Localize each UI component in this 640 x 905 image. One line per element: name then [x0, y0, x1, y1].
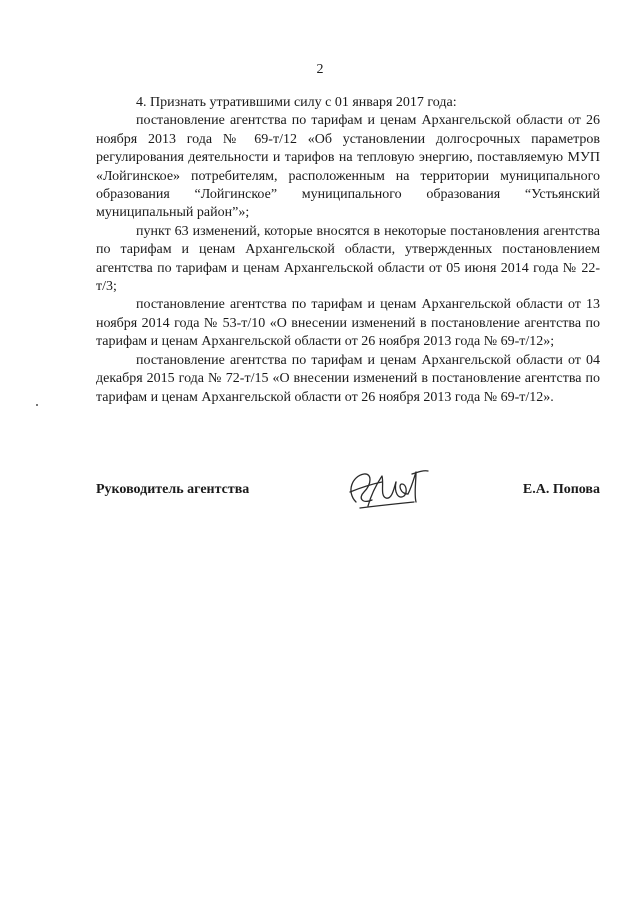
repealed-item-4: постановление агентства по тарифам и ценам Архангельской области от 04 декабря 2015 года № 72-т/15 «О внесении изменений в постановление агентства по тарифам и ценам Архангельской области от 26 ноября 2013 года № 69-т/12». — [96, 352, 600, 405]
scan-speck — [36, 404, 38, 406]
signatory-name: Е.А. Попова — [522, 482, 600, 497]
page-number: 2 — [316, 62, 324, 77]
signature-block — [96, 476, 600, 516]
signatory-title: Руководитель агентства — [96, 482, 250, 497]
document-body — [96, 94, 600, 407]
repealed-item-2: пункт 63 изменений, которые вносятся в некоторые постановления агентства по тарифам и ценам Архангельской области, утвержденных постановлением агентства по тарифам и ценам Архангельской области от 05 июня 2014 года № 22-т/3; — [96, 223, 600, 295]
handwritten-signature — [342, 462, 432, 514]
clause-heading: 4. Признать утратившими силу с 01 января 2017 года: — [136, 95, 457, 110]
repealed-item-1: постановление агентства по тарифам и ценам Архангельской области от 26 ноября 2013 года № 69-т/12 «Об установлении долгосрочных параметров регулирования деятельности и тарифов на тепловую энергию, поставляемую МУП «Лойгинское» потребителям, расположенным на территории муниципального образования “Лойгинское” муниципального образования “Устьянский муниципальный район”»; — [96, 113, 600, 221]
repealed-item-3: постановление агентства по тарифам и ценам Архангельской области от 13 ноября 2014 года № 53-т/10 «О внесении изменений в постановление агентства по тарифам и ценам Архангельской области от 26 ноября 2013 года № 69-т/12»; — [96, 297, 600, 350]
